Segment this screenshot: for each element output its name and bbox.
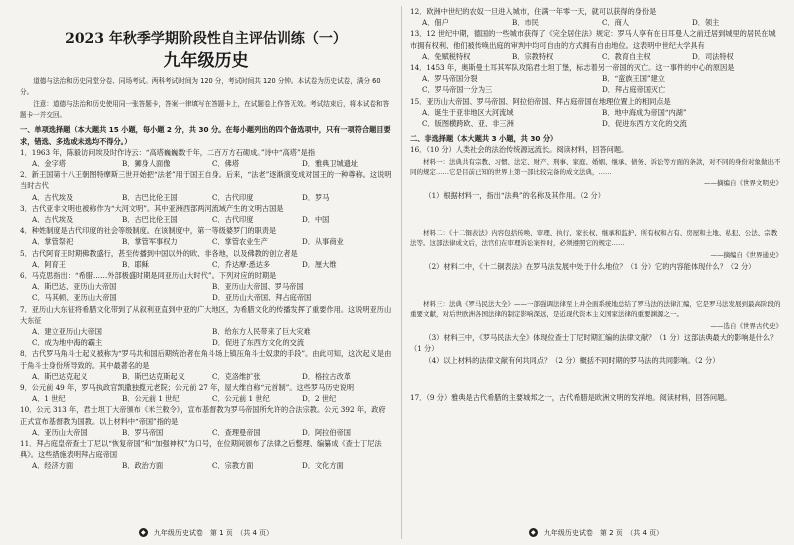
question-8: 8．古代罗马角斗士起义被称为“罗马共和国后期统治者在角斗场上镇压角斗士奴隶的手段”。由此可知，这次起义是由于角斗士身份所导致的。其中最著名的是 <box>20 349 392 370</box>
question-3-options <box>32 214 392 225</box>
page-1 <box>20 0 392 545</box>
option: B．耶稣 <box>122 259 149 269</box>
material-1: 材料一：法典共有宗教、习惯、法定、财产、刑事、家庭、婚姻、继承、债务、诉讼等方面的条款，对不同的身份对象做出不同的规定……它是目前已知的世界上第一部比较完备的成文法典，…… <box>410 157 781 177</box>
option: C．宗教方面 <box>212 461 254 471</box>
option: A．古代埃及 <box>32 192 74 202</box>
option: A．斯巴达、亚历山大帝国 <box>32 282 117 292</box>
question-2-options <box>32 192 392 203</box>
option: C．克洛维扩张 <box>212 371 261 381</box>
question-12: 12．欧洲中世纪的农奴一旦进入城市，住满一年零一天，就可以获得的身份是 <box>410 7 657 16</box>
option: B．狮身人面像 <box>122 158 171 168</box>
material-2: 材料二：《十二铜表法》内容包括传唤、审理、执行、家长权、继承和监护、所有权和占有、房屋和土地、私犯、公法、宗教法等。这部法律成文后，法官们在审理诉讼案件时，必须遵照它的规定…… <box>410 228 778 248</box>
option: D．厘大维 <box>302 259 337 269</box>
material-3-source: ——选自《世界古代史》 <box>710 321 782 330</box>
option: D．领主 <box>692 18 720 28</box>
option: D．中国 <box>302 215 330 224</box>
option: A．经济方面 <box>32 461 74 471</box>
option: C．公元前 1 世纪 <box>212 394 270 404</box>
exam-subject: 九年级历史 <box>163 51 249 71</box>
option: A．诞生于亚非地区大河流域 <box>422 107 514 117</box>
option: A．建立亚历山大帝国 <box>32 327 102 337</box>
option: B．地中海成为帝国“内湖” <box>602 107 687 117</box>
footer-text: 九年级历史试卷 第 2 页 （共 4 页） <box>543 528 664 537</box>
question-5: 5．古代阿育王时期佛教盛行，甚至传播到中国以外的欧、非各地，以及佛教的创立者是 <box>20 248 298 258</box>
option: B．罗马帝国 <box>122 427 164 437</box>
option: D．雅典卫城遗址 <box>302 158 359 168</box>
option: B．斯巴达克斯起义 <box>122 371 185 381</box>
option: B．古巴比伦王国 <box>122 215 178 224</box>
page-footer <box>20 528 392 539</box>
option: A．亚历山大帝国 <box>32 427 88 437</box>
option: B．“蛮族王国”建立 <box>602 74 665 84</box>
question-6-options <box>32 281 392 303</box>
option: A．阿育王 <box>32 259 66 269</box>
option: B．亚历山大帝国、罗马帝国 <box>212 282 304 292</box>
question-17: 17．（9 分）雅典是古代希腊的主要城邦之一，古代希腊是欧洲文明的发祥地。阅读材料，回答问题。 <box>410 392 732 402</box>
option: A．古代埃及 <box>32 215 74 224</box>
page-divider <box>401 6 402 539</box>
question-15: 15．亚历山大帝国、罗马帝国、阿拉伯帝国、拜占庭帝国在地理位置上的相同点是 <box>410 96 671 106</box>
page-footer <box>410 528 782 539</box>
option: C．商人 <box>602 18 630 28</box>
page-2 <box>410 0 782 545</box>
option: A．斯巴达克起义 <box>32 371 88 381</box>
answer-space <box>410 366 782 392</box>
question-16-2: （2）材料二中，《十二铜表法》在罗马法发展中处于什么地位？（1 分）它的内容能体现什么？（2 分） <box>424 261 756 271</box>
option: C．乔达摩·悉达多 <box>212 259 271 269</box>
option: B．宗教特权 <box>512 51 554 61</box>
option: B．古巴比伦王国 <box>122 192 178 202</box>
option: D．亚历山大帝国、拜占庭帝国 <box>212 293 312 303</box>
option: C．成为地中海的霸主 <box>32 338 103 348</box>
question-13-options <box>422 51 782 62</box>
option: D．阿拉伯帝国 <box>302 427 351 437</box>
question-7-options <box>32 326 392 348</box>
exam-note-2: 注意：道德与法治和历史使用同一张答题卡，答案一律填写在答题卡上，在试题卷上作答无效。考试结束后，将本试卷和答题卡一并交回。 <box>20 100 390 119</box>
option: D．格拉古改革 <box>302 371 351 381</box>
material-2-source: ——摘编自《世界通史》 <box>710 250 782 259</box>
publisher-logo-icon: ◆ <box>139 528 148 537</box>
question-16: 16．（10 分）人类社会的法治传统源远流长。阅读材料，回答问题。 <box>410 145 629 155</box>
answer-space <box>410 201 782 227</box>
option: D．拜占庭帝国灭亡 <box>602 85 666 95</box>
option: D．文化方面 <box>302 461 344 471</box>
question-13: 13．12 世纪中期，德国的一些城市获得了《完全居住法》规定：罗马人享有在日耳曼人之前迁居到城里的居民在城市拥有权利、他们被传唤出庭的审判中均可自由的方式拥有自由地位。这表明中世纪大学具有 <box>410 29 776 50</box>
question-5-options <box>32 259 392 270</box>
option: D．从事商业 <box>302 237 344 247</box>
question-1-options <box>32 158 392 169</box>
option: A．免赋税特权 <box>422 51 471 61</box>
option: A．罗马帝国分裂 <box>422 74 478 84</box>
answer-space <box>410 272 782 298</box>
question-2: 2．新王国第十八王朝图特摩斯三世开始把“法老”用于国王自身。后来，“法老”逐渐演变成对国王的一种尊称。这说明当时古代 <box>20 170 392 191</box>
option: C．古代印度 <box>212 215 254 224</box>
question-16-3: （3）材料三中，《罗马民法大全》体现位查士丁尼时期汇编的法律文献？（1 分）这部法典最大的影响是什么？（1 分） <box>410 333 778 354</box>
question-16-1: （1）根据材料一，指出“法典”的名称及其作用。（2 分） <box>424 190 605 200</box>
option: B．公元前 1 世纪 <box>122 394 180 404</box>
question-8-options <box>32 371 392 382</box>
option: C．佛塔 <box>212 158 240 168</box>
option: A．掌管祭祀 <box>32 237 74 247</box>
option: C．马其顿、亚历山大帝国 <box>32 293 117 303</box>
material-1-source: ——摘编自《世界文明史》 <box>704 179 782 188</box>
publisher-logo-icon: ◆ <box>529 528 538 537</box>
question-6: 6．马克思指出：“希腊……外部极盛时期是同亚历山大时代”。下列对应的时期是 <box>20 271 277 281</box>
question-3: 3．古代亚非文明也被称作为“大河文明”。其中亚洲西部两河流域产生的文明古国是 <box>20 203 284 213</box>
option: D．司法特权 <box>692 51 734 61</box>
section-heading-essay: 二、非选择题（本大题共 3 小题，共 30 分） <box>410 134 558 144</box>
question-15-options <box>422 107 782 129</box>
question-9: 9．公元前 49 年，罗马执政官凯撒独揽元老院；公元前 27 年，屋大维自称“元首制”。这些罗马历史说明 <box>20 383 355 393</box>
option: B．政治方面 <box>122 461 164 471</box>
question-7: 7．亚历山大东征将希腊文化带到了从叙利亚直到中亚的广大地区，为希腊文化的传播发挥了重要作用。这说明亚历山大东征 <box>20 304 392 325</box>
footer-text: 九年级历史试卷 第 1 页 （共 4 页） <box>153 528 274 537</box>
question-10-options <box>32 427 392 438</box>
option: D．促进东西方文化的交流 <box>602 119 687 129</box>
material-3: 材料三：法典《罗马民法大全》——一部强调法律至上并全面系统地总结了罗马法的法律汇编，它是罗马法发展到最高阶段的重要文献，对后世欧洲各国法律的制定影响深远，是近现代资本主义国家法律的重要渊源之一。 <box>410 300 781 319</box>
question-14-options <box>422 73 782 95</box>
question-10: 10．公元 313 年，君士坦丁大帝颁布《米兰敕令》，宣布基督教为罗马帝国所允许的合法宗教。公元 392 年，政府正式宣布基督教为国教。以上材料中“帝国”指的是 <box>20 405 386 426</box>
question-11: 11．拜占庭皇帝查士丁尼以“恢复帝国”和“加强神权”为口号，在位期间颁布了法律之后整理、编纂成《查士丁尼法典》。这些措施表明拜占庭帝国 <box>20 439 382 460</box>
question-16-4: （4）以上材料的法律文献有何共同点？（2 分）概括不同时期的罗马法的共同影响。（2 分） <box>424 355 720 365</box>
exam-note-1: 道德与法治和历史同堂分卷、同场考试。两科考试时间为 120 分，考试时间共 120 分钟。本试卷为历史试卷，满分 60 分。 <box>20 77 381 96</box>
section-heading-choice: 一、单项选择题（本大题共 15 小题，每小题 2 分，共 30 分。在每小题列出的四个备选项中，只有一项符合题目要求，错选、多选或未选均不得分。） <box>20 125 391 146</box>
question-9-options <box>32 393 392 404</box>
option: C．古代印度 <box>212 192 254 202</box>
option: C．查理曼帝国 <box>212 427 261 437</box>
option: D．2 世纪 <box>302 394 337 404</box>
option: D．罗马 <box>302 192 330 202</box>
option: A．佃户 <box>422 18 449 28</box>
question-1: 1．1963 年，陈毅访问埃及时作诗云：“高塔巍巍数千年，二百万方石砌成。”诗中“高塔”是指 <box>20 147 316 157</box>
question-12-options <box>422 17 782 28</box>
option: A．金字塔 <box>32 158 66 168</box>
option: D．促进了东西方文化的交流 <box>212 338 305 348</box>
option: B．给东方人民带来了巨大灾难 <box>212 327 311 337</box>
option: A．1 世纪 <box>32 394 66 404</box>
option: B．市民 <box>512 18 539 28</box>
option: C．罗马帝国一分为三 <box>422 85 493 95</box>
exam-title: 2023 年秋季学期阶段性自主评估训练（一） <box>65 31 347 47</box>
option: C．教育自主权 <box>602 51 651 61</box>
option: B．掌管军事权力 <box>122 237 178 247</box>
option: C．掌管农业生产 <box>212 237 268 247</box>
question-11-options <box>32 460 392 471</box>
question-4-options <box>32 236 392 247</box>
question-4: 4．种姓制度是古代印度的社会等级制度。在该制度中，第一等级婆罗门的职责是 <box>20 226 277 236</box>
option: C．版图横跨欧、亚、非三洲 <box>422 119 514 129</box>
question-14: 14．1453 年，奥斯曼土耳其军队攻陷君士坦丁堡，标志着另一帝国的灭亡。这一事件的中心的原因是 <box>410 63 735 73</box>
